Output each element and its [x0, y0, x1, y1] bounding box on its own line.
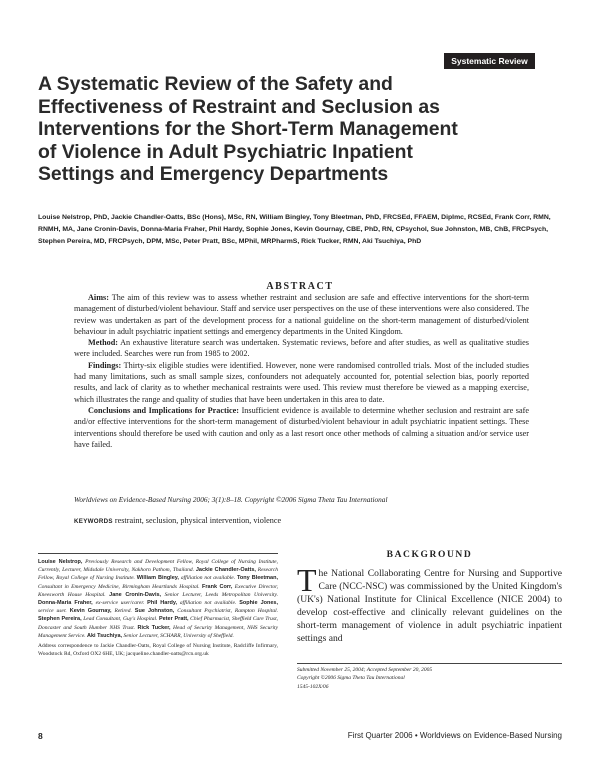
note-name: Phil Hardy,	[147, 600, 178, 607]
note-role: Head of Security Management, NHS Security Management Service.	[38, 624, 279, 639]
note-name: Rick Tucker,	[137, 624, 171, 631]
citation: Worldviews on Evidence-Based Nursing 2006; 3(1):8–18. Copyright ©2006 Sigma Theta Tau International	[74, 495, 388, 504]
abstract-paragraph	[74, 292, 529, 337]
note-name: Sue Johnston,	[134, 608, 175, 615]
running-footer: First Quarter 2006 • Worldviews on Evidence-Based Nursing	[347, 731, 562, 740]
section-tag: Systematic Review	[444, 53, 535, 69]
note-name: Sophie Jones,	[239, 600, 278, 607]
notes-divider	[38, 553, 278, 554]
title-line: Interventions for the Short-Term Management	[38, 118, 458, 140]
note-name: Tony Bleetman,	[236, 575, 278, 582]
title-line: A Systematic Review of the Safety and	[38, 73, 393, 95]
abstract-label: Aims:	[88, 293, 109, 302]
background-body	[297, 562, 562, 646]
drop-cap: T	[297, 562, 317, 598]
background-heading: BACKGROUND	[386, 550, 473, 560]
note-name: Louise Nelstrop,	[38, 559, 83, 565]
background-text: he National Collaborating Centre for Nursing and Supportive Care (NCC-NSC) was commissioned by the United Kingdom's (UK's) National Institute for Clinical Excellence (NICE 2004) to develop cost-effective and clinically relevant guidelines on the short-term management of violence in adult psychiatric inpatient settings and	[297, 568, 562, 645]
note-role: Chief Pharmacist, Sheffield Care Trust, Doncaster and South Humber NHS Trust.	[38, 616, 278, 631]
abstract-text: Thirty-six eligible studies were identified. However, none were randomised controlled trials. Most of the included studies had many limitations, such as small sample sizes, confounders not adequately accounted for, potential selection bias, poorly reported results, and lack of clarity as to whether mechanical restraints were used. This review must therefore be viewed as a mapping exercise, which illustrates the range and quality of studies that have been undertaken in this area to date.	[74, 360, 529, 404]
note-role: Senior Lecturer, SCHARR, University of Sheffield.	[122, 632, 234, 639]
submitted-divider	[297, 663, 562, 664]
author-notes	[38, 558, 278, 658]
note-name: Aki Tsuchiya,	[87, 632, 123, 639]
note-role: Research Fellow, Royal College of Nursing Institute.	[38, 567, 278, 582]
note-role: Consultant Psychiatrist, Rampton Hospital.	[174, 608, 279, 615]
submitted-line: Submitted November 25, 2004; Accepted September 20, 2005	[297, 667, 433, 673]
abstract-heading: ABSTRACT	[266, 281, 334, 292]
title-line: Settings and Emergency Departments	[38, 163, 389, 185]
abstract-label: Conclusions and Implications for Practice:	[88, 405, 240, 415]
correspondence-address: Address correspondence to Jackie Chandler-Oatts, Royal College of Nursing Institute, Radcliffe Infirmary, Woodstock Rd, Oxford OX2 6HE, UK; jacqueline.chandler-oatts@rcn.org.uk	[38, 643, 278, 658]
keywords-label: KEYWORDS	[74, 518, 113, 525]
submitted-line: Copyright ©2006 Sigma Theta Tau International	[297, 675, 405, 682]
page-number: 8	[38, 731, 43, 741]
abstract-text: Insufficient evidence is available to determine whether seclusion and restraint are safe and/or effective interventions for the short-term management of disturbed/violent behaviour in adult psychiatric inpatient settings. These interventions should therefore be used with caution and only as a last resort once other methods of calming a situation and/or service user have failed.	[74, 405, 529, 449]
note-name: William Bingley,	[136, 575, 179, 582]
keywords	[74, 516, 544, 525]
note-name: Kevin Gournay,	[69, 608, 112, 615]
note-role: Lead Consultant, Guy's Hospital.	[81, 616, 158, 623]
abstract-body	[74, 292, 529, 450]
note-role: service user.	[38, 608, 67, 615]
keywords-text: restraint, seclusion, physical intervention, violence	[112, 516, 282, 525]
note-name: Stephen Pereira,	[38, 616, 82, 623]
note-name: Jane Cronin-Davis,	[109, 591, 162, 598]
note-role: ex-service user/carer.	[92, 600, 145, 607]
abstract-label: Method:	[88, 338, 119, 348]
note-role: Consultant in Emergency Medicine, Birmingham Heartlands Hospital.	[38, 583, 200, 590]
background-paragraph	[297, 562, 562, 646]
abstract-paragraph	[74, 360, 529, 405]
abstract-label: Findings:	[88, 360, 122, 370]
abstract-text: An exhaustive literature search was undertaken. Systematic reviews, before and after studies, as well as qualitative studies were included. Searches were run from 1985 to 2002.	[74, 338, 529, 359]
abstract-paragraph	[74, 405, 529, 450]
note-name: Jackie Chandler-Oatts,	[195, 567, 256, 574]
note-name: Frank Corr,	[202, 583, 233, 590]
submitted-line: 1545-102X/06	[297, 683, 329, 690]
note-role: affiliation not available.	[178, 575, 236, 582]
note-role: Previously Research and Development Fellow, Royal College of Nursing Institute, Currently, Lecturer, Midsdale University, Nakhorn Pathom, Thailand.	[38, 559, 278, 574]
author-affiliations	[38, 558, 278, 640]
note-role: affiliation not available.	[177, 600, 237, 607]
abstract-text: The aim of this review was to assess whether restraint and seclusion are safe and effective interventions for the short-term management of disturbed/violent behaviour. Staff and service user perspectives on the use of these interventions were also considered. The review was undertaken as part of the development process for a national guideline on the short-term management of disturbed/violent behaviour in adult psychiatric inpatient settings and emergency departments in the United Kingdom.	[74, 293, 529, 336]
note-role: Executive Director, Kneesworth House Hospital.	[38, 583, 279, 598]
note-role: Senior Lecturer, Leeds Metropolitan University.	[161, 591, 279, 598]
title-line: Effectiveness of Restraint and Seclusion as	[38, 95, 440, 118]
abstract-paragraph	[74, 337, 529, 360]
submission-info	[297, 666, 562, 691]
author-list: Louise Nelstrop, PhD, Jackie Chandler-Oatts, BSc (Hons), MSc, RN, William Bingley, Tony Bleetman, PhD, FRCSEd, FFAEM, DipImc, RCSEd, Frank Corr, RMN, RNMH, MA, Jane Cronin-Davis, Donna-Maria Fraher, Phil Hardy, Sophie Jones, Kevin Gournay, CBE, PhD, RN, CPsychol, Sue Johnston, MB, ChB, FRCPsych, Stephen Pereira, MD, FRCPsych, DPM, MSc, Peter Pratt, BSc, MPhil, MRPharmS, Rick Tucker, RMN, Aki Tsuchiya, PhD	[38, 214, 551, 246]
note-role: Retired.	[111, 608, 132, 615]
note-name: Donna-Maria Fraher,	[38, 600, 93, 607]
note-name: Peter Pratt,	[159, 616, 189, 623]
article-title	[38, 73, 563, 186]
title-line: of Violence in Adult Psychiatric Inpatient	[38, 140, 413, 163]
